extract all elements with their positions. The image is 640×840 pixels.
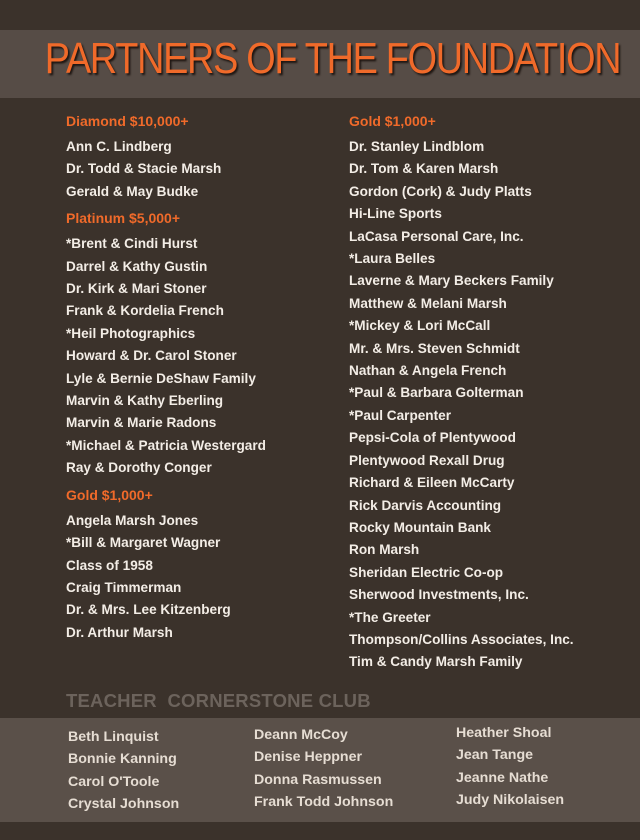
partner-name: Marvin & Kathy Eberling: [66, 393, 224, 409]
partner-name: Thompson/Collins Associates, Inc.: [349, 631, 574, 647]
partner-name: Lyle & Bernie DeShaw Family: [66, 370, 256, 386]
partner-name: Sherwood Investments, Inc.: [349, 587, 529, 603]
club-member-name: Denise Heppner: [254, 749, 363, 766]
partner-name: Class of 1958: [66, 557, 153, 573]
partner-name: Dr. Kirk & Mari Stoner: [66, 281, 207, 297]
club-member-name: Bonnie Kanning: [68, 751, 177, 768]
tier-group-platinum: [66, 209, 346, 479]
tier-heading: Platinum $5,000+: [66, 210, 181, 227]
club-title: TEACHER CORNERSTONE CLUB: [66, 690, 371, 711]
partner-name: Craig Timmerman: [66, 579, 182, 595]
partner-name: *Paul & Barbara Golterman: [349, 385, 524, 401]
partner-name: Gerald & May Budke: [66, 183, 199, 199]
club-member-name: Jean Tange: [456, 747, 534, 764]
club-member-name: Beth Linquist: [68, 729, 159, 745]
partner-name: Laverne & Mary Beckers Family: [349, 273, 554, 289]
partner-name: *Mickey & Lori McCall: [349, 318, 491, 334]
partner-name: *Michael & Patricia Westergard: [66, 437, 266, 453]
tier-heading: Gold $1,000+: [349, 113, 436, 129]
partner-name: *Paul Carpenter: [349, 407, 451, 423]
partner-name: Dr. Arthur Marsh: [66, 624, 173, 640]
partner-name: *Laura Belles: [349, 251, 436, 267]
partner-name: Richard & Eileen McCarty: [349, 475, 515, 491]
partner-name: Dr. Todd & Stacie Marsh: [66, 161, 222, 177]
left-column: [66, 112, 346, 650]
club-band: [0, 718, 640, 822]
partner-name: Nathan & Angela French: [349, 363, 507, 379]
tier-heading: Diamond $10,000+: [66, 113, 189, 129]
partner-name: Dr. Stanley Lindblom: [349, 139, 485, 154]
partner-name: Matthew & Melani Marsh: [349, 295, 507, 311]
club-member-name: Donna Rasmussen: [254, 771, 382, 788]
partner-name: Dr. & Mrs. Lee Kitzenberg: [66, 602, 231, 618]
right-column: [349, 112, 629, 680]
partner-name: Dr. Tom & Karen Marsh: [349, 161, 499, 177]
club-member-name: Deann McCoy: [254, 727, 348, 743]
partner-name: Sheridan Electric Co-op: [349, 564, 504, 580]
partner-name: Rocky Mountain Bank: [349, 519, 491, 535]
partner-name: *Heil Photographics: [66, 325, 196, 341]
partner-name: Darrel & Kathy Gustin: [66, 258, 208, 274]
partner-name: Marvin & Marie Radons: [66, 415, 217, 431]
partner-name: Rick Darvis Accounting: [349, 497, 502, 513]
tier-heading: Gold $1,000+: [66, 486, 153, 503]
partner-name: Frank & Kordelia French: [66, 303, 224, 319]
club-member-name: Jeanne Nathe: [456, 769, 549, 786]
partner-name: LaCasa Personal Care, Inc.: [349, 228, 524, 244]
club-member-name: Carol O'Toole: [68, 773, 160, 790]
tier-group-gold-right: [349, 112, 629, 674]
partner-name: Gordon (Cork) & Judy Platts: [349, 183, 532, 199]
club-column-3: [456, 722, 640, 812]
tier-group-gold-left: [66, 486, 346, 644]
club-column-1: [68, 726, 258, 816]
partner-name: Tim & Candy Marsh Family: [349, 654, 523, 670]
club-member-name: Frank Todd Johnson: [254, 794, 394, 811]
club-column-2: [254, 724, 444, 814]
partner-name: Ann C. Lindberg: [66, 139, 172, 154]
partner-name: Mr. & Mrs. Steven Schmidt: [349, 340, 520, 356]
partner-name: *Brent & Cindi Hurst: [66, 236, 198, 252]
partner-name: Hi-Line Sports: [349, 206, 442, 222]
partner-name: *The Greeter: [349, 609, 431, 625]
club-member-name: Judy Nikolaisen: [456, 792, 565, 809]
partner-name: *Bill & Margaret Wagner: [66, 535, 221, 551]
partner-name: Ray & Dorothy Conger: [66, 460, 212, 476]
partner-name: Plentywood Rexall Drug: [349, 452, 505, 468]
tier-group-diamond: [66, 112, 346, 203]
page-title: PARTNERS OF THE FOUNDATION: [44, 34, 621, 83]
partner-name: Howard & Dr. Carol Stoner: [66, 348, 237, 364]
partner-name: Angela Marsh Jones: [66, 512, 199, 528]
club-member-name: Crystal Johnson: [68, 796, 180, 813]
partner-name: Ron Marsh: [349, 542, 420, 558]
partner-name: Pepsi-Cola of Plentywood: [349, 430, 516, 446]
club-member-name: Heather Shoal: [456, 725, 552, 741]
